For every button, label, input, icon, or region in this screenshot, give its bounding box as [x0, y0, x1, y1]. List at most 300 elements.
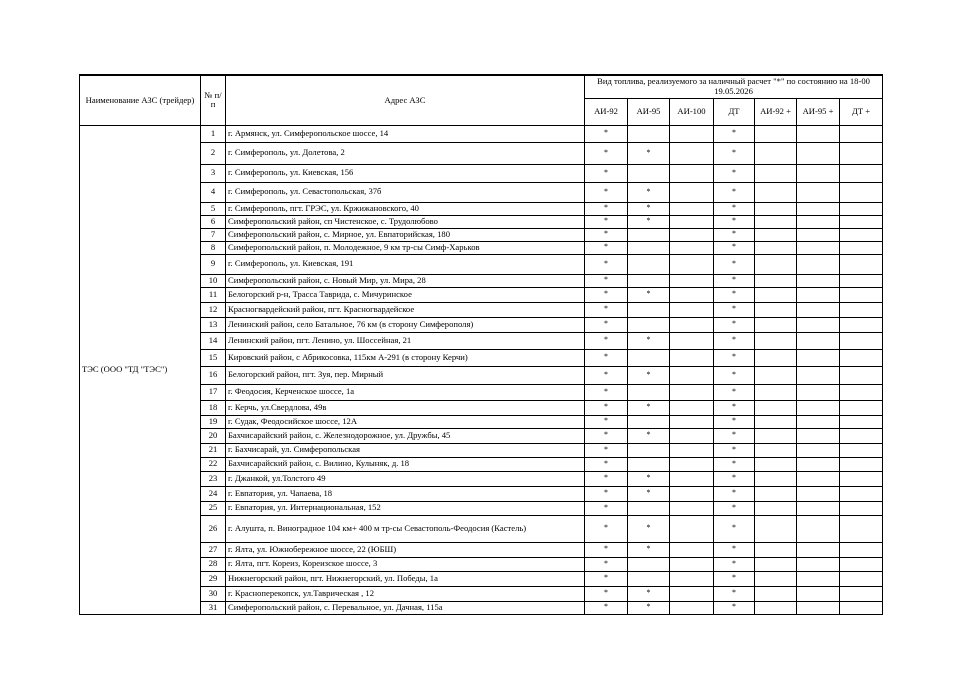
table-row [80, 366, 883, 384]
fuel-mark-ai100 [670, 125, 714, 142]
fuel-mark-dt-plus [840, 366, 883, 384]
fuel-mark-ai92-plus [755, 501, 797, 515]
station-address: Симферопольский район, п. Молодежное, 9 км тр-сы Симф-Харьков [226, 241, 585, 254]
fuel-mark-dt-plus [840, 515, 883, 542]
fuel-mark-ai95-plus [797, 182, 840, 202]
fuel-mark-dt-plus [840, 125, 883, 142]
fuel-mark-ai95-plus [797, 586, 840, 601]
header-fuel-ai95: АИ-95 [628, 98, 670, 125]
fuel-mark-ai100 [670, 471, 714, 486]
fuel-mark-ai92: * [585, 287, 628, 302]
fuel-mark-ai95 [628, 349, 670, 366]
table-row [80, 332, 883, 349]
station-address: Симферопольский район, сп Чистенское, с. Трудолюбово [226, 215, 585, 228]
fuel-mark-ai95-plus [797, 125, 840, 142]
fuel-mark-ai92: * [585, 515, 628, 542]
fuel-availability-table [79, 74, 883, 615]
fuel-mark-ai92-plus [755, 215, 797, 228]
table-row [80, 501, 883, 515]
fuel-mark-ai100 [670, 202, 714, 215]
fuel-mark-dt: * [714, 366, 755, 384]
table-row [80, 443, 883, 457]
row-number: 29 [201, 571, 226, 586]
fuel-mark-ai100 [670, 274, 714, 287]
fuel-mark-ai100 [670, 501, 714, 515]
table-row [80, 557, 883, 571]
table-row [80, 202, 883, 215]
fuel-mark-ai100 [670, 215, 714, 228]
table-row [80, 571, 883, 586]
fuel-mark-ai100 [670, 586, 714, 601]
fuel-mark-dt-plus [840, 571, 883, 586]
fuel-mark-ai95 [628, 501, 670, 515]
fuel-mark-ai92: * [585, 349, 628, 366]
fuel-mark-ai95: * [628, 202, 670, 215]
header-trader: Наименование АЗС (трейдер) [80, 75, 201, 125]
fuel-mark-ai95-plus [797, 501, 840, 515]
fuel-mark-dt: * [714, 332, 755, 349]
fuel-mark-dt-plus [840, 428, 883, 443]
fuel-mark-ai92: * [585, 142, 628, 164]
fuel-mark-ai100 [670, 428, 714, 443]
station-address: г. Симферополь, ул. Севастопольская, 37б [226, 182, 585, 202]
fuel-mark-ai92: * [585, 366, 628, 384]
fuel-mark-dt-plus [840, 182, 883, 202]
fuel-mark-ai95 [628, 302, 670, 317]
row-number: 7 [201, 228, 226, 241]
fuel-mark-ai100 [670, 332, 714, 349]
table-row [80, 515, 883, 542]
fuel-mark-ai95 [628, 317, 670, 332]
fuel-mark-ai92: * [585, 182, 628, 202]
station-address: г. Джанкой, ул.Толстого 49 [226, 471, 585, 486]
row-number: 5 [201, 202, 226, 215]
fuel-mark-ai92: * [585, 486, 628, 501]
fuel-mark-dt-plus [840, 557, 883, 571]
station-address: г. Евпатория, ул. Чапаева, 18 [226, 486, 585, 501]
fuel-table-sheet [79, 74, 882, 615]
fuel-mark-ai92: * [585, 384, 628, 400]
fuel-mark-ai92: * [585, 601, 628, 614]
station-address: г. Судак, Феодосийское шоссе, 12А [226, 415, 585, 428]
fuel-mark-dt: * [714, 317, 755, 332]
fuel-mark-dt-plus [840, 542, 883, 557]
fuel-mark-ai92: * [585, 557, 628, 571]
fuel-mark-dt-plus [840, 241, 883, 254]
fuel-mark-dt: * [714, 125, 755, 142]
fuel-mark-ai95: * [628, 601, 670, 614]
fuel-mark-dt: * [714, 241, 755, 254]
fuel-mark-dt-plus [840, 601, 883, 614]
fuel-mark-ai100 [670, 542, 714, 557]
station-address: Красногвардейский район, пгт. Красногвардейское [226, 302, 585, 317]
fuel-mark-ai95 [628, 274, 670, 287]
fuel-mark-ai95-plus [797, 202, 840, 215]
fuel-mark-dt: * [714, 182, 755, 202]
fuel-mark-ai92-plus [755, 557, 797, 571]
fuel-mark-ai92-plus [755, 384, 797, 400]
fuel-mark-ai92-plus [755, 542, 797, 557]
table-row [80, 241, 883, 254]
fuel-mark-dt: * [714, 349, 755, 366]
station-address: Нижнегорский район, пгт. Нижнегорский, ул. Победы, 1а [226, 571, 585, 586]
fuel-mark-ai95-plus [797, 571, 840, 586]
station-address: г. Алушта, п. Виноградное 104 км+ 400 м тр-сы Севастополь-Феодосия (Кастель) [226, 515, 585, 542]
station-address: Бахчисарайский район, с. Железнодорожное, ул. Дружбы, 45 [226, 428, 585, 443]
fuel-mark-dt: * [714, 274, 755, 287]
table-row [80, 215, 883, 228]
row-number: 30 [201, 586, 226, 601]
fuel-mark-ai92: * [585, 443, 628, 457]
row-number: 26 [201, 515, 226, 542]
fuel-mark-ai92-plus [755, 586, 797, 601]
fuel-mark-ai95 [628, 571, 670, 586]
fuel-mark-ai92-plus [755, 486, 797, 501]
fuel-mark-dt-plus [840, 586, 883, 601]
table-row [80, 287, 883, 302]
fuel-mark-ai95 [628, 164, 670, 182]
station-address: г. Феодосия, Керченское шоссе, 1а [226, 384, 585, 400]
fuel-mark-dt: * [714, 415, 755, 428]
table-row [80, 428, 883, 443]
fuel-mark-ai95-plus [797, 542, 840, 557]
station-address: г. Симферополь, пгт. ГРЭС, ул. Кржижановского, 40 [226, 202, 585, 215]
fuel-mark-ai100 [670, 443, 714, 457]
row-number: 31 [201, 601, 226, 614]
fuel-mark-ai95-plus [797, 302, 840, 317]
fuel-mark-dt: * [714, 443, 755, 457]
row-number: 17 [201, 384, 226, 400]
fuel-mark-dt: * [714, 428, 755, 443]
fuel-mark-ai92-plus [755, 125, 797, 142]
fuel-mark-ai95-plus [797, 601, 840, 614]
fuel-mark-ai92-plus [755, 366, 797, 384]
fuel-mark-ai95-plus [797, 254, 840, 274]
fuel-mark-dt: * [714, 287, 755, 302]
station-address: г. Армянск, ул. Симферопольское шоссе, 14 [226, 125, 585, 142]
fuel-mark-dt-plus [840, 400, 883, 415]
fuel-mark-dt-plus [840, 302, 883, 317]
fuel-mark-ai100 [670, 349, 714, 366]
fuel-mark-ai95-plus [797, 400, 840, 415]
fuel-mark-ai92: * [585, 254, 628, 274]
header-number: № п/п [201, 75, 226, 125]
fuel-mark-dt: * [714, 542, 755, 557]
fuel-mark-ai92-plus [755, 254, 797, 274]
fuel-mark-ai100 [670, 142, 714, 164]
header-fuel-dt-plus: ДТ + [840, 98, 883, 125]
table-row [80, 302, 883, 317]
header-fuel-ai100: АИ-100 [670, 98, 714, 125]
fuel-mark-ai100 [670, 317, 714, 332]
fuel-mark-dt: * [714, 501, 755, 515]
table-row [80, 274, 883, 287]
row-number: 22 [201, 457, 226, 471]
table-row [80, 142, 883, 164]
fuel-mark-ai100 [670, 241, 714, 254]
table-row [80, 542, 883, 557]
station-address: Белогорский р-н, Трасса Таврида, с. Мичуринское [226, 287, 585, 302]
fuel-mark-ai100 [670, 228, 714, 241]
trader-name: ТЭС (ООО "ТД "ТЭС") [80, 125, 201, 614]
fuel-mark-ai95: * [628, 215, 670, 228]
table-row [80, 415, 883, 428]
fuel-mark-ai95-plus [797, 557, 840, 571]
fuel-mark-dt-plus [840, 215, 883, 228]
fuel-mark-ai92-plus [755, 317, 797, 332]
table-row [80, 400, 883, 415]
fuel-mark-ai100 [670, 287, 714, 302]
header-fuel-ai92: АИ-92 [585, 98, 628, 125]
fuel-mark-ai92: * [585, 428, 628, 443]
row-number: 20 [201, 428, 226, 443]
fuel-mark-ai95: * [628, 182, 670, 202]
fuel-mark-ai92-plus [755, 241, 797, 254]
row-number: 27 [201, 542, 226, 557]
station-address: г. Ялта, пгт. Кореиз, Кореизское шоссе, 3 [226, 557, 585, 571]
row-number: 1 [201, 125, 226, 142]
fuel-mark-ai100 [670, 571, 714, 586]
table-row [80, 317, 883, 332]
station-address: г. Симферополь, ул. Киевская, 191 [226, 254, 585, 274]
station-address: г. Красноперекопск, ул.Таврическая , 12 [226, 586, 585, 601]
table-row [80, 471, 883, 486]
fuel-mark-ai95: * [628, 486, 670, 501]
row-number: 12 [201, 302, 226, 317]
fuel-mark-ai95: * [628, 586, 670, 601]
fuel-mark-ai92: * [585, 125, 628, 142]
row-number: 9 [201, 254, 226, 274]
fuel-mark-ai95 [628, 241, 670, 254]
fuel-mark-ai100 [670, 415, 714, 428]
fuel-mark-ai95-plus [797, 317, 840, 332]
fuel-mark-ai100 [670, 457, 714, 471]
fuel-mark-ai92-plus [755, 142, 797, 164]
fuel-mark-dt: * [714, 228, 755, 241]
row-number: 6 [201, 215, 226, 228]
fuel-mark-ai100 [670, 515, 714, 542]
fuel-mark-ai95-plus [797, 471, 840, 486]
fuel-mark-dt: * [714, 302, 755, 317]
station-address: г. Симферополь, ул. Долетова, 2 [226, 142, 585, 164]
fuel-mark-dt-plus [840, 274, 883, 287]
fuel-mark-ai95-plus [797, 287, 840, 302]
table-row [80, 254, 883, 274]
fuel-mark-dt-plus [840, 501, 883, 515]
fuel-mark-ai95-plus [797, 428, 840, 443]
fuel-mark-ai100 [670, 366, 714, 384]
fuel-mark-ai100 [670, 164, 714, 182]
fuel-mark-dt: * [714, 601, 755, 614]
fuel-mark-ai100 [670, 302, 714, 317]
fuel-mark-ai100 [670, 254, 714, 274]
fuel-mark-ai92: * [585, 274, 628, 287]
row-number: 24 [201, 486, 226, 501]
station-address: Бахчисарайский район, с. Вилино, Кулыняк, д. 18 [226, 457, 585, 471]
fuel-mark-dt-plus [840, 457, 883, 471]
fuel-mark-ai95-plus [797, 241, 840, 254]
station-address: Симферопольский район, с. Мирное, ул. Евпаторийская, 180 [226, 228, 585, 241]
fuel-mark-dt: * [714, 142, 755, 164]
fuel-mark-ai100 [670, 557, 714, 571]
fuel-mark-ai95-plus [797, 486, 840, 501]
fuel-mark-ai95-plus [797, 415, 840, 428]
station-address: Ленинский район, пгт. Ленино, ул. Шоссейная, 21 [226, 332, 585, 349]
row-number: 11 [201, 287, 226, 302]
fuel-mark-ai95: * [628, 287, 670, 302]
fuel-mark-ai95: * [628, 471, 670, 486]
fuel-mark-dt-plus [840, 384, 883, 400]
fuel-mark-ai92-plus [755, 443, 797, 457]
fuel-mark-ai92-plus [755, 332, 797, 349]
fuel-mark-dt: * [714, 384, 755, 400]
fuel-mark-dt-plus [840, 415, 883, 428]
row-number: 23 [201, 471, 226, 486]
fuel-mark-dt: * [714, 515, 755, 542]
fuel-mark-ai92: * [585, 415, 628, 428]
station-address: г. Ялта, ул. Южнобережное шоссе, 22 (ЮБШ) [226, 542, 585, 557]
fuel-mark-dt-plus [840, 486, 883, 501]
fuel-mark-ai92-plus [755, 302, 797, 317]
fuel-mark-ai92-plus [755, 400, 797, 415]
table-row [80, 486, 883, 501]
fuel-mark-ai92-plus [755, 228, 797, 241]
fuel-mark-dt: * [714, 400, 755, 415]
table-row [80, 182, 883, 202]
fuel-mark-ai92: * [585, 202, 628, 215]
fuel-mark-dt-plus [840, 228, 883, 241]
table-row [80, 457, 883, 471]
row-number: 25 [201, 501, 226, 515]
fuel-mark-ai92: * [585, 332, 628, 349]
fuel-mark-ai95-plus [797, 228, 840, 241]
fuel-mark-ai95-plus [797, 274, 840, 287]
fuel-mark-ai92: * [585, 241, 628, 254]
fuel-mark-dt-plus [840, 254, 883, 274]
fuel-mark-ai100 [670, 486, 714, 501]
fuel-mark-ai92-plus [755, 202, 797, 215]
table-body [80, 125, 883, 614]
fuel-mark-ai95 [628, 415, 670, 428]
fuel-mark-ai92: * [585, 164, 628, 182]
fuel-mark-dt-plus [840, 443, 883, 457]
fuel-mark-ai92: * [585, 228, 628, 241]
station-address: г. Евпатория, ул. Интернациональная, 152 [226, 501, 585, 515]
station-address: г. Бахчисарай, ул. Симферопольская [226, 443, 585, 457]
header-fuel-ai92-plus: АИ-92 + [755, 98, 797, 125]
fuel-mark-dt: * [714, 486, 755, 501]
row-number: 19 [201, 415, 226, 428]
fuel-mark-ai95 [628, 457, 670, 471]
fuel-mark-ai95-plus [797, 349, 840, 366]
fuel-mark-dt: * [714, 164, 755, 182]
row-number: 15 [201, 349, 226, 366]
fuel-mark-ai92: * [585, 302, 628, 317]
fuel-mark-ai95 [628, 443, 670, 457]
row-number: 3 [201, 164, 226, 182]
table-row [80, 349, 883, 366]
row-number: 18 [201, 400, 226, 415]
header-address: Адрес АЗС [226, 75, 585, 125]
fuel-mark-ai95-plus [797, 332, 840, 349]
fuel-mark-ai95-plus [797, 366, 840, 384]
fuel-mark-ai92-plus [755, 457, 797, 471]
fuel-mark-ai95 [628, 384, 670, 400]
fuel-mark-dt-plus [840, 164, 883, 182]
fuel-mark-ai92: * [585, 586, 628, 601]
table-row [80, 601, 883, 614]
fuel-mark-ai95: * [628, 400, 670, 415]
table-row [80, 228, 883, 241]
station-address: Ленинский район, село Батальное, 76 км (в сторону Симферополя) [226, 317, 585, 332]
station-address: Белогорский район, пгт. Зуя, пер. Мирный [226, 366, 585, 384]
fuel-mark-ai92: * [585, 542, 628, 557]
fuel-mark-dt: * [714, 215, 755, 228]
fuel-mark-ai95-plus [797, 443, 840, 457]
fuel-mark-ai92-plus [755, 287, 797, 302]
fuel-mark-dt-plus [840, 202, 883, 215]
table-row [80, 164, 883, 182]
row-number: 2 [201, 142, 226, 164]
fuel-mark-ai92-plus [755, 274, 797, 287]
fuel-mark-dt: * [714, 254, 755, 274]
fuel-mark-ai100 [670, 182, 714, 202]
fuel-mark-dt-plus [840, 471, 883, 486]
fuel-mark-ai95-plus [797, 164, 840, 182]
fuel-mark-dt-plus [840, 287, 883, 302]
fuel-mark-dt-plus [840, 317, 883, 332]
fuel-mark-ai92-plus [755, 471, 797, 486]
station-address: г. Симферополь, ул. Киевская, 156 [226, 164, 585, 182]
table-row [80, 586, 883, 601]
table-row [80, 384, 883, 400]
fuel-mark-ai95-plus [797, 142, 840, 164]
fuel-mark-ai95 [628, 125, 670, 142]
fuel-mark-ai95: * [628, 542, 670, 557]
row-number: 16 [201, 366, 226, 384]
fuel-mark-ai95 [628, 557, 670, 571]
fuel-mark-dt: * [714, 202, 755, 215]
fuel-mark-ai92: * [585, 400, 628, 415]
station-address: Кировский район, с Абрикосовка, 115км А-291 (в сторону Керчи) [226, 349, 585, 366]
fuel-mark-ai92: * [585, 471, 628, 486]
fuel-mark-dt: * [714, 457, 755, 471]
fuel-mark-ai92: * [585, 457, 628, 471]
fuel-mark-ai92-plus [755, 601, 797, 614]
fuel-mark-ai100 [670, 400, 714, 415]
fuel-mark-ai92: * [585, 215, 628, 228]
fuel-mark-ai95 [628, 228, 670, 241]
row-number: 8 [201, 241, 226, 254]
fuel-mark-ai92-plus [755, 415, 797, 428]
fuel-mark-ai92-plus [755, 182, 797, 202]
fuel-mark-dt: * [714, 571, 755, 586]
header-fuel-group: Вид топлива, реализуемого за наличный расчет "*" по состоянию на 18-00 19.05.2026 [585, 75, 883, 98]
fuel-mark-dt-plus [840, 349, 883, 366]
fuel-mark-ai92-plus [755, 515, 797, 542]
fuel-mark-ai95: * [628, 515, 670, 542]
fuel-mark-ai95 [628, 254, 670, 274]
station-address: Симферопольский район, с. Перевальное, ул. Дачная, 115а [226, 601, 585, 614]
fuel-mark-ai92: * [585, 317, 628, 332]
row-number: 10 [201, 274, 226, 287]
header-fuel-ai95-plus: АИ-95 + [797, 98, 840, 125]
fuel-mark-ai100 [670, 601, 714, 614]
fuel-mark-dt: * [714, 471, 755, 486]
table-row [80, 125, 883, 142]
fuel-mark-ai95: * [628, 142, 670, 164]
row-number: 13 [201, 317, 226, 332]
